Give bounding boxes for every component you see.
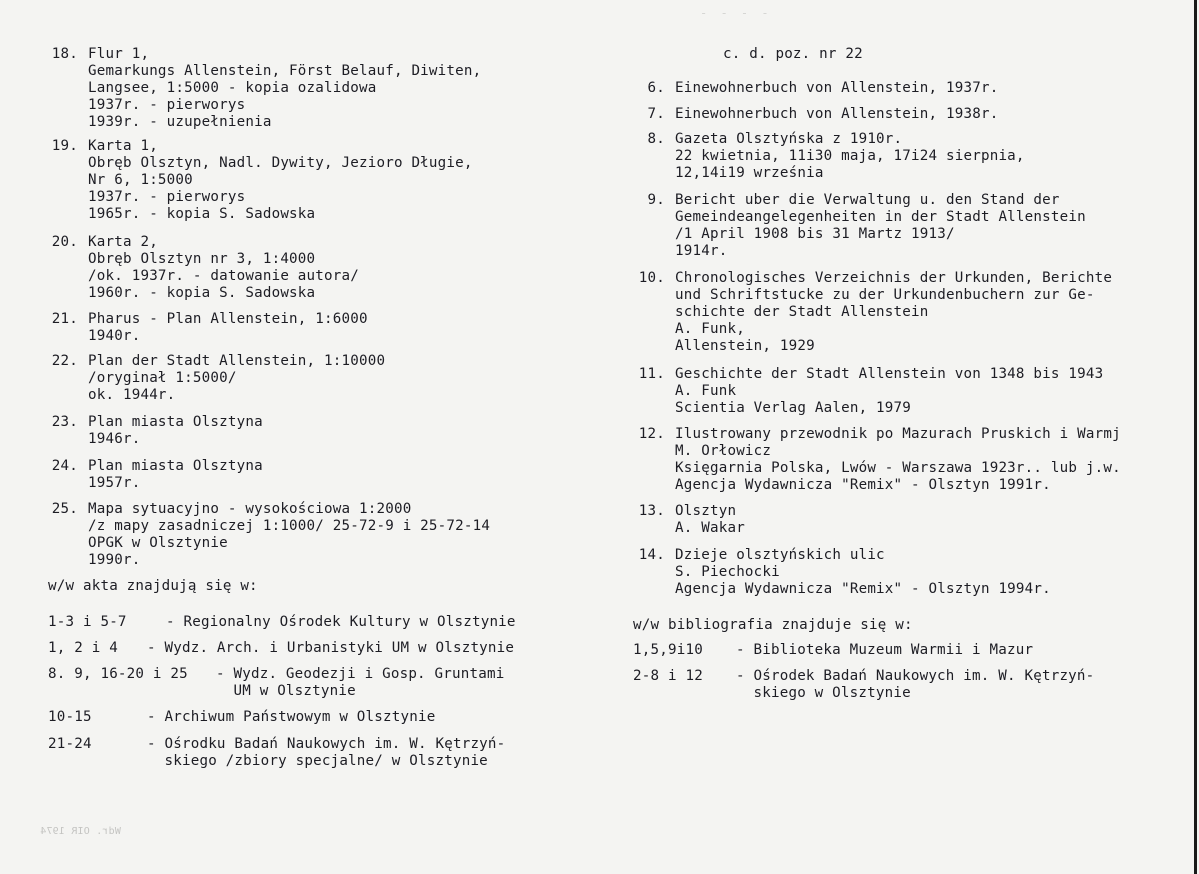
location-line: - Wydz. Arch. i Urbanistyki UM w Olsztynie xyxy=(147,640,515,656)
location-line: UM w Olsztynie xyxy=(216,683,356,699)
entry-text xyxy=(675,270,1112,355)
entry-text xyxy=(88,234,359,302)
entry-number: 20. xyxy=(51,234,78,250)
entry-text xyxy=(675,80,998,97)
location-ref: 1,5,9i10 xyxy=(633,642,703,658)
entry-line: /z mapy zasadniczej 1:1000/ 25-72-9 i 25-72-14 xyxy=(88,518,491,534)
location-ref: 2-8 i 12 xyxy=(633,668,703,684)
location-text xyxy=(736,642,1033,659)
entry-line: A. Wakar xyxy=(675,520,745,536)
entry-line: A. Funk, xyxy=(675,321,745,337)
entry-line: S. Piechocki xyxy=(675,564,780,580)
entry-text xyxy=(88,311,368,345)
entry-line: 1965r. - kopia S. Sadowska xyxy=(88,206,316,222)
continuation-note: c. d. poz. nr 22 xyxy=(723,46,863,62)
entry-line: schichte der Stadt Allenstein xyxy=(675,304,929,320)
entry-line: Ilustrowany przewodnik po Mazurach Pruskich i Warmj xyxy=(675,426,1121,442)
entry-line: 1939r. - uzupełnienia xyxy=(88,114,272,130)
entry-line: Obręb Olsztyn, Nadl. Dywity, Jezioro Długie, xyxy=(88,155,473,171)
entry-line: ok. 1944r. xyxy=(88,387,176,403)
entry-line: Mapa sytuacyjno - wysokościowa 1:2000 xyxy=(88,501,412,517)
location-line: skiego /zbiory specjalne/ w Olsztynie xyxy=(147,753,488,769)
entry-text xyxy=(88,458,263,492)
entry-line: Gemarkungs Allenstein, Först Belauf, Diwiten, xyxy=(88,63,482,79)
location-ref: 10-15 xyxy=(48,709,92,725)
entry-line: 1960r. - kopia S. Sadowska xyxy=(88,285,316,301)
entry-text xyxy=(675,131,1025,182)
location-line: - Ośrodku Badań Naukowych im. W. Kętrzyń- xyxy=(147,736,506,752)
entry-text xyxy=(88,501,490,569)
location-text xyxy=(216,666,504,700)
entry-line: Księgarnia Polska, Lwów - Warszawa 1923r.. lub j.w. xyxy=(675,460,1121,476)
entry-number: 14. xyxy=(638,547,665,563)
entry-text xyxy=(88,414,263,448)
entry-text xyxy=(675,192,1086,260)
entry-number: 18. xyxy=(51,46,78,62)
location-line: skiego w Olsztynie xyxy=(736,685,911,701)
locations-heading: w/w bibliografia znajduje się w: xyxy=(633,617,913,633)
location-line: - Regionalny Ośrodek Kultury w Olsztynie xyxy=(166,614,516,630)
location-line: - Ośrodek Badań Naukowych im. W. Kętrzyń- xyxy=(736,668,1095,684)
entry-line: Einewohnerbuch von Allenstein, 1937r. xyxy=(675,80,999,96)
entry-line: Bericht uber die Verwaltung u. den Stand der xyxy=(675,192,1060,208)
entry-text xyxy=(88,353,385,404)
entry-line: Langsee, 1:5000 - kopia ozalidowa xyxy=(88,80,377,96)
entry-line: Gemeindeangelegenheiten in der Stadt Allenstein xyxy=(675,209,1086,225)
entry-line: 1940r. xyxy=(88,328,141,344)
entry-number: 9. xyxy=(647,192,665,208)
entry-line: Geschichte der Stadt Allenstein von 1348 bis 1943 xyxy=(675,366,1104,382)
location-line: - Archiwum Państwowym w Olsztynie xyxy=(147,709,436,725)
entry-line: Plan miasta Olsztyna xyxy=(88,458,263,474)
entry-number: 25. xyxy=(51,501,78,517)
entry-line: 22 kwietnia, 11i30 maja, 17i24 sierpnia, xyxy=(675,148,1025,164)
entry-number: 10. xyxy=(638,270,665,286)
entry-line: Karta 1, xyxy=(88,138,158,154)
entry-text xyxy=(675,503,745,537)
entry-line: Flur 1, xyxy=(88,46,150,62)
entry-line: Allenstein, 1929 xyxy=(675,338,815,354)
location-ref: 1, 2 i 4 xyxy=(48,640,118,656)
header-faint-text: - - - - xyxy=(700,6,772,20)
entry-line: Nr 6, 1:5000 xyxy=(88,172,193,188)
entry-line: 1937r. - pierworys xyxy=(88,97,246,113)
entry-line: 1914r. xyxy=(675,243,728,259)
location-ref: 21-24 xyxy=(48,736,92,752)
entry-line: Plan der Stadt Allenstein, 1:10000 xyxy=(88,353,386,369)
entry-number: 19. xyxy=(51,138,78,154)
entry-number: 8. xyxy=(647,131,665,147)
entry-text xyxy=(675,106,998,123)
locations-heading: w/w akta znajdują się w: xyxy=(48,578,258,594)
location-line: - Wydz. Geodezji i Gosp. Gruntami xyxy=(216,666,505,682)
entry-line: Karta 2, xyxy=(88,234,158,250)
location-line: - Biblioteka Muzeum Warmii i Mazur xyxy=(736,642,1034,658)
entry-number: 6. xyxy=(647,80,665,96)
entry-line: und Schriftstucke zu der Urkundenbuchern zur Ge- xyxy=(675,287,1095,303)
entry-line: Agencja Wydawnicza "Remix" - Olsztyn 1994r. xyxy=(675,581,1051,597)
entry-line: 1946r. xyxy=(88,431,141,447)
entry-number: 24. xyxy=(51,458,78,474)
location-text xyxy=(736,668,1094,702)
entry-line: 1957r. xyxy=(88,475,141,491)
entry-line: Scientia Verlag Aalen, 1979 xyxy=(675,400,912,416)
entry-line: 12,14i19 września xyxy=(675,165,824,181)
entry-number: 21. xyxy=(51,311,78,327)
entry-number: 12. xyxy=(638,426,665,442)
location-text xyxy=(166,614,516,631)
entry-line: /oryginał 1:5000/ xyxy=(88,370,237,386)
entry-number: 23. xyxy=(51,414,78,430)
entry-text xyxy=(675,547,1051,598)
entry-line: Agencja Wydawnicza "Remix" - Olsztyn 1991r. xyxy=(675,477,1051,493)
entry-line: Olsztyn xyxy=(675,503,737,519)
entry-line: Einewohnerbuch von Allenstein, 1938r. xyxy=(675,106,999,122)
entry-line: Chronologisches Verzeichnis der Urkunden, Berichte xyxy=(675,270,1113,286)
entry-number: 11. xyxy=(638,366,665,382)
entry-line: Pharus - Plan Allenstein, 1:6000 xyxy=(88,311,368,327)
location-text xyxy=(147,640,514,657)
entry-line: A. Funk xyxy=(675,383,737,399)
entry-line: Gazeta Olsztyńska z 1910r. xyxy=(675,131,903,147)
entry-number: 7. xyxy=(647,106,665,122)
entry-line: Obręb Olsztyn nr 3, 1:4000 xyxy=(88,251,316,267)
card-edge xyxy=(1194,0,1197,874)
entry-text xyxy=(88,46,481,131)
footer-faint-text: Wdr. OIR 1974 xyxy=(40,826,121,837)
entry-number: 22. xyxy=(51,353,78,369)
entry-line: 1937r. - pierworys xyxy=(88,189,246,205)
location-text xyxy=(147,736,505,770)
entry-line: /1 April 1908 bis 31 Martz 1913/ xyxy=(675,226,955,242)
entry-line: Plan miasta Olsztyna xyxy=(88,414,263,430)
entry-line: M. Orłowicz xyxy=(675,443,772,459)
entry-line: OPGK w Olsztynie xyxy=(88,535,228,551)
location-ref: 1-3 i 5-7 xyxy=(48,614,127,630)
location-ref: 8. 9, 16-20 i 25 xyxy=(48,666,188,682)
location-text xyxy=(147,709,435,726)
entry-line: Dzieje olsztyńskich ulic xyxy=(675,547,885,563)
entry-text xyxy=(675,366,1103,417)
entry-text xyxy=(88,138,473,223)
entry-text xyxy=(675,426,1121,494)
entry-line: /ok. 1937r. - datowanie autora/ xyxy=(88,268,359,284)
entry-line: 1990r. xyxy=(88,552,141,568)
entry-number: 13. xyxy=(638,503,665,519)
